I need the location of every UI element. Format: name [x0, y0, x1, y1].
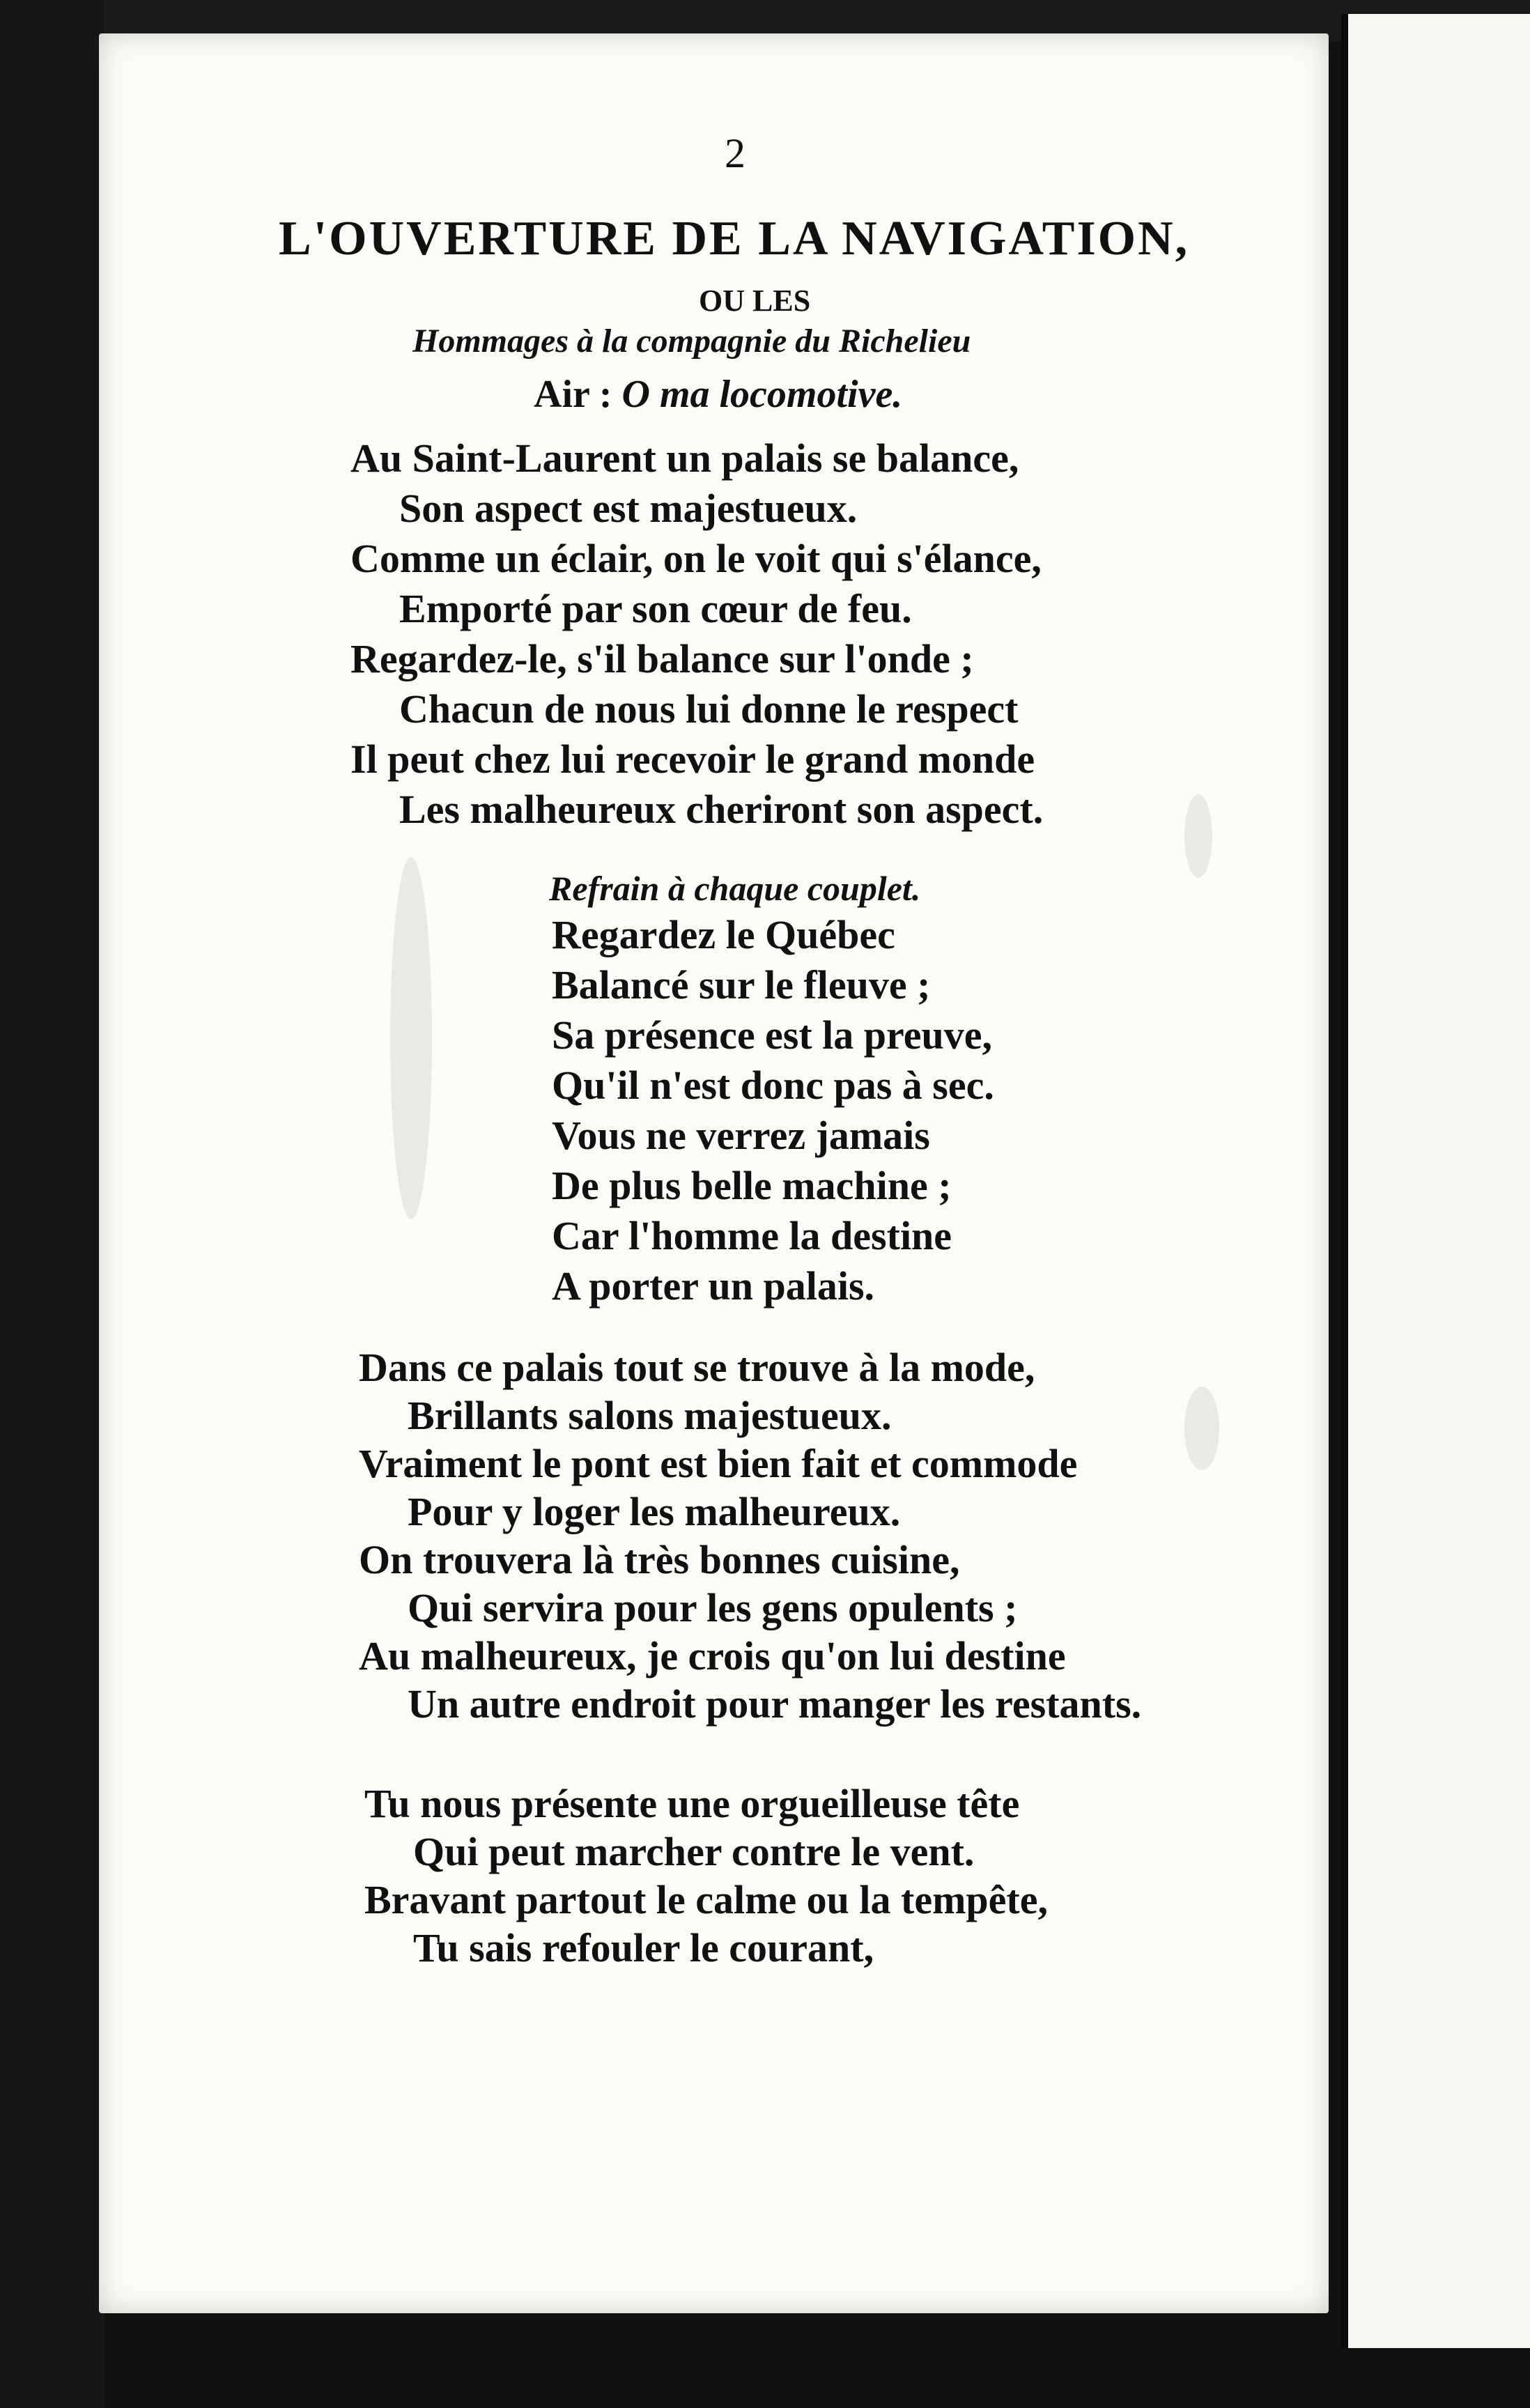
page-number: 2 — [725, 130, 745, 176]
show-through-smudge — [390, 857, 432, 1219]
refrain-line: Balancé sur le fleuve ; — [552, 962, 931, 1008]
verse-line: Comme un éclair, on le voit qui s'élance, — [350, 536, 1042, 581]
refrain-line: De plus belle machine ; — [552, 1163, 952, 1208]
tune-name: O ma locomotive. — [621, 373, 903, 416]
stanza-1 — [350, 433, 1043, 835]
refrain-line: A porter un palais. — [552, 1263, 875, 1309]
stanza-2 — [359, 1343, 1141, 1728]
show-through-smudge — [1184, 1387, 1219, 1470]
verse-line: Brillants salons majestueux. — [408, 1393, 892, 1438]
verse-line: Au Saint-Laurent un palais se balance, — [350, 435, 1019, 481]
tune-indication — [534, 375, 902, 414]
verse-line: Un autre endroit pour manger les restants. — [408, 1681, 1142, 1727]
verse-line: Son aspect est majestueux. — [399, 486, 858, 531]
verse-line: Regardez-le, s'il balance sur l'onde ; — [350, 636, 974, 681]
verse-line: Au malheureux, je crois qu'on lui destine — [359, 1633, 1066, 1678]
verse-line: Les malheureux cheriront son aspect. — [399, 787, 1044, 832]
verse-line: Qui peut marcher contre le vent. — [413, 1829, 975, 1874]
adjacent-page-edge — [1341, 14, 1530, 2348]
verse-line: Bravant partout le calme ou la tempête, — [364, 1877, 1048, 1922]
song-subtitle: OU LES — [699, 284, 811, 318]
stanza-3 — [364, 1780, 1048, 1972]
verse-line: Chacun de nous lui donne le respect — [399, 686, 1019, 732]
song-title: L'OUVERTURE DE LA NAVIGATION, — [279, 212, 1190, 265]
verse-line: Tu sais refouler le courant, — [413, 1925, 874, 1970]
verse-line: Pour y loger les malheureux. — [408, 1489, 901, 1534]
refrain-line: Sa présence est la preuve, — [552, 1012, 992, 1058]
scan-left-margin — [0, 0, 105, 2408]
refrain-line: Car l'homme la destine — [552, 1213, 952, 1258]
refrain — [552, 910, 994, 1311]
refrain-line: Vous ne verrez jamais — [552, 1113, 930, 1158]
refrain-line: Regardez le Québec — [552, 912, 895, 957]
show-through-smudge — [1184, 794, 1212, 878]
refrain-label: Refrain à chaque couplet. — [549, 869, 921, 908]
verse-line: On trouvera là très bonnes cuisine, — [359, 1537, 960, 1582]
verse-line: Vraiment le pont est bien fait et commode — [359, 1441, 1078, 1486]
tune-label: Air : — [534, 373, 612, 416]
verse-line: Tu nous présente une orgueilleuse tête — [364, 1781, 1020, 1826]
song-dedication: Hommages à la compagnie du Richelieu — [412, 323, 971, 360]
refrain-line: Qu'il n'est donc pas à sec. — [552, 1063, 994, 1108]
verse-line: Dans ce palais tout se trouve à la mode, — [359, 1345, 1035, 1390]
verse-line: Qui servira pour les gens opulents ; — [408, 1585, 1018, 1630]
verse-line: Il peut chez lui recevoir le grand monde — [350, 736, 1035, 782]
verse-line: Emporté par son cœur de feu. — [399, 586, 912, 631]
